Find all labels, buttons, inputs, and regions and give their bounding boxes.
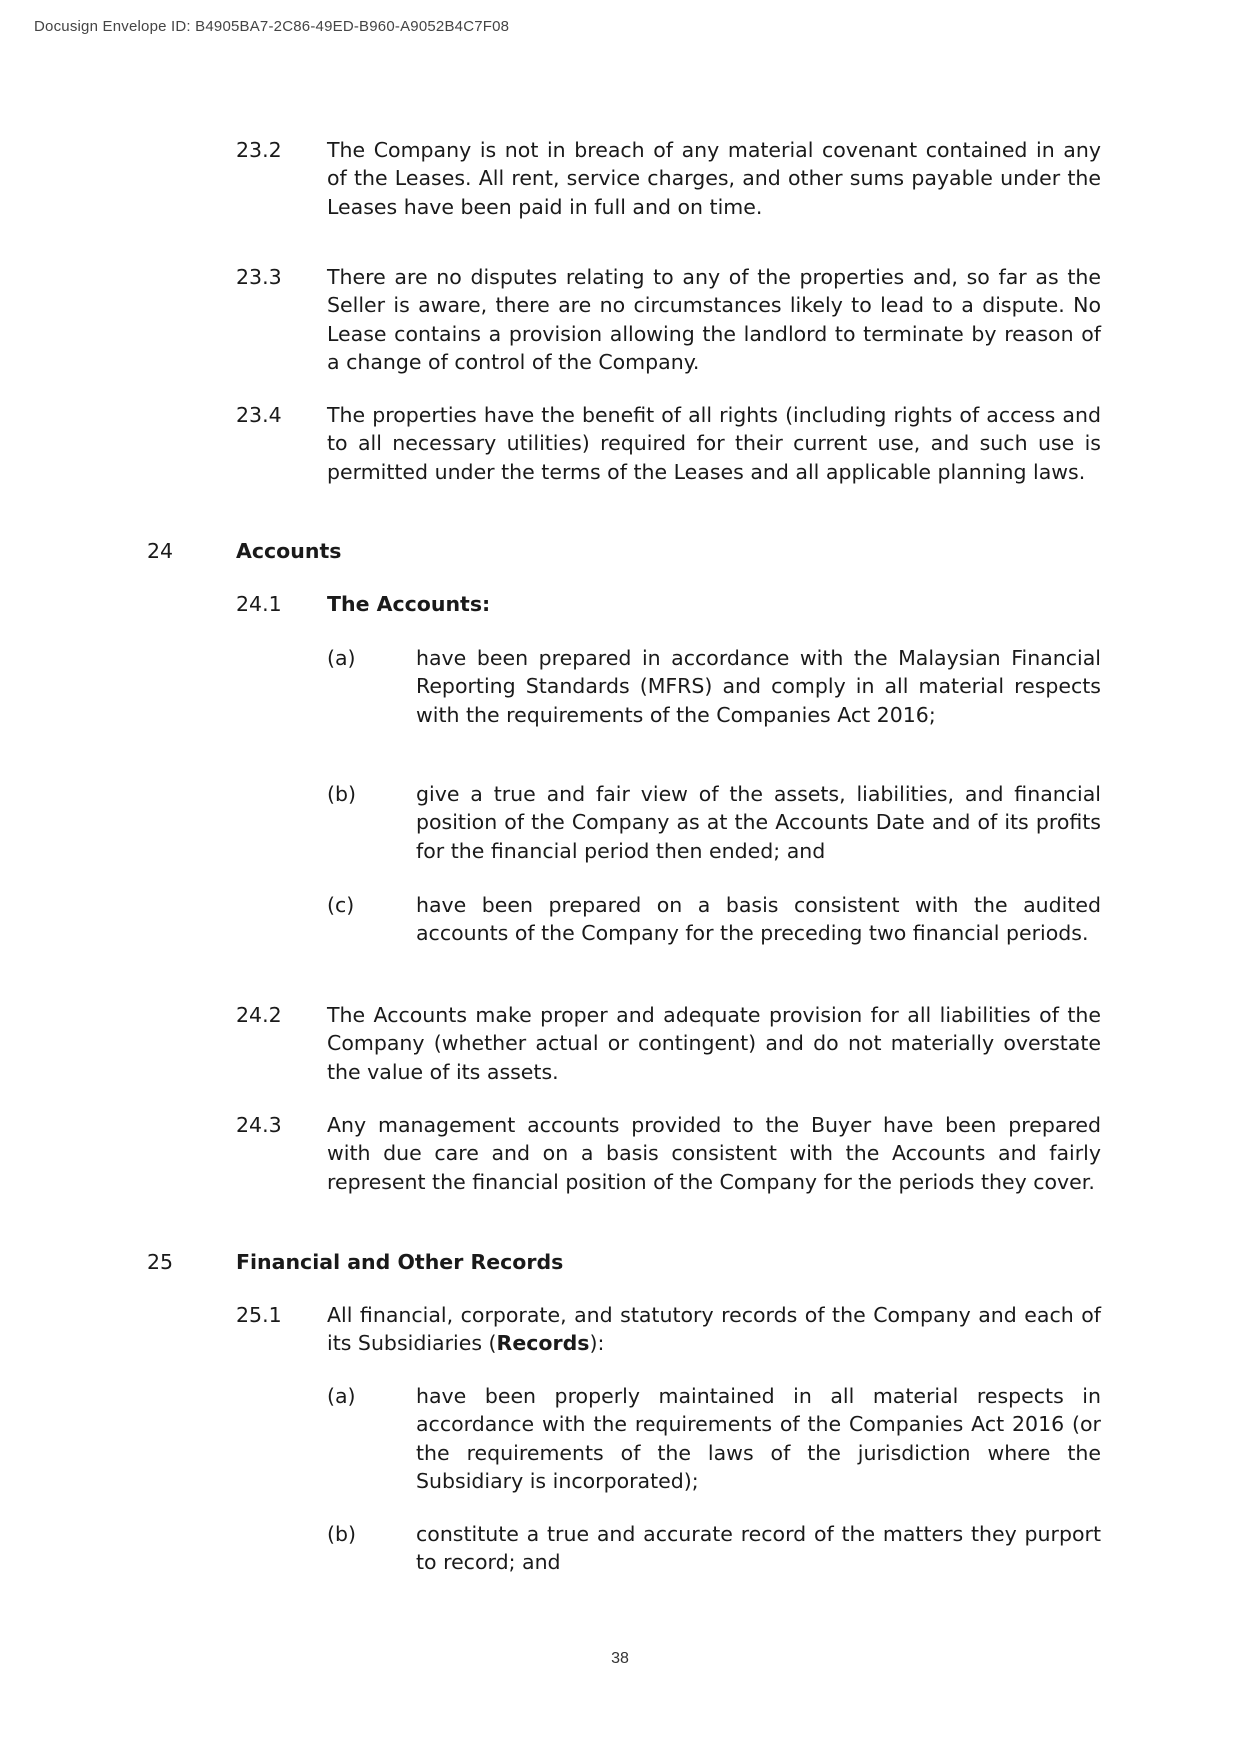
- clause-24-1-a-text: have been prepared in accordance with the Malaysian Financial Reporting Standards (MFRS) and comply in all material respects with the requirements of the Companies Act 2016;: [416, 646, 1101, 727]
- clause-number: 24.3: [236, 1113, 282, 1137]
- clause-25-1-text: [327, 1301, 1101, 1358]
- section-number: 25: [147, 1250, 174, 1274]
- clause-24-1-title: The Accounts:: [327, 592, 491, 616]
- clause-25-1-text-after: ):: [589, 1331, 605, 1356]
- clause-23-4-text: The properties have the benefit of all rights (including rights of access and to all necessary utilities) required for their current use, and such use is permitted under the terms of the Leases and all applicable planning laws.: [327, 403, 1101, 484]
- clause-number: 23.3: [236, 265, 282, 289]
- clause-24-1-b-text: give a true and fair view of the assets, liabilities, and financial position of the Company as at the Accounts Date and of its profits for the financial period then ended; and: [416, 782, 1101, 863]
- clause-24-3-text: Any management accounts provided to the Buyer have been prepared with due care and on a basis consistent with the Accounts and fairly represent the financial position of the Company for the periods they cover.: [327, 1113, 1101, 1194]
- section-heading-records: Financial and Other Records: [236, 1250, 564, 1274]
- page-number: 38: [611, 1650, 629, 1667]
- item-label: (b): [327, 782, 357, 806]
- item-label: (b): [327, 1522, 357, 1546]
- clause-23-2-text: The Company is not in breach of any material covenant contained in any of the Leases. All rent, service charges, and other sums payable under the Leases have been paid in full and on time.: [327, 138, 1101, 219]
- item-label: (c): [327, 893, 355, 917]
- clause-number: 25.1: [236, 1303, 282, 1327]
- clause-25-1-text-before: All financial, corporate, and statutory records of the Company and each of its Subsidiaries (: [327, 1303, 1101, 1356]
- section-heading-accounts: Accounts: [236, 539, 342, 563]
- clause-number: 23.2: [236, 138, 282, 162]
- clause-number: 24.1: [236, 592, 282, 616]
- section-number: 24: [147, 539, 174, 563]
- item-label: (a): [327, 646, 356, 670]
- clause-25-1-b-text: constitute a true and accurate record of the matters they purport to record; and: [416, 1522, 1101, 1575]
- item-label: (a): [327, 1384, 356, 1408]
- envelope-id: Docusign Envelope ID: B4905BA7-2C86-49ED-B960-A9052B4C7F08: [34, 18, 510, 35]
- clause-24-1-c-text: have been prepared on a basis consistent with the audited accounts of the Company for the preceding two financial periods.: [416, 893, 1101, 946]
- clause-25-1-a-text: have been properly maintained in all material respects in accordance with the requirements of the Companies Act 2016 (or the requirements of the laws of the jurisdiction where the Subsidiary is incorporated);: [416, 1384, 1101, 1493]
- clause-23-3-text: There are no disputes relating to any of the properties and, so far as the Seller is aware, there are no circumstances likely to lead to a dispute. No Lease contains a provision allowing the landlord to terminate by reason of a change of control of the Company.: [327, 265, 1101, 374]
- clause-number: 24.2: [236, 1003, 282, 1027]
- clause-number: 23.4: [236, 403, 282, 427]
- clause-24-2-text: The Accounts make proper and adequate provision for all liabilities of the Company (whether actual or contingent) and do not materially overstate the value of its assets.: [327, 1003, 1101, 1084]
- defined-term-records: Records: [496, 1331, 590, 1356]
